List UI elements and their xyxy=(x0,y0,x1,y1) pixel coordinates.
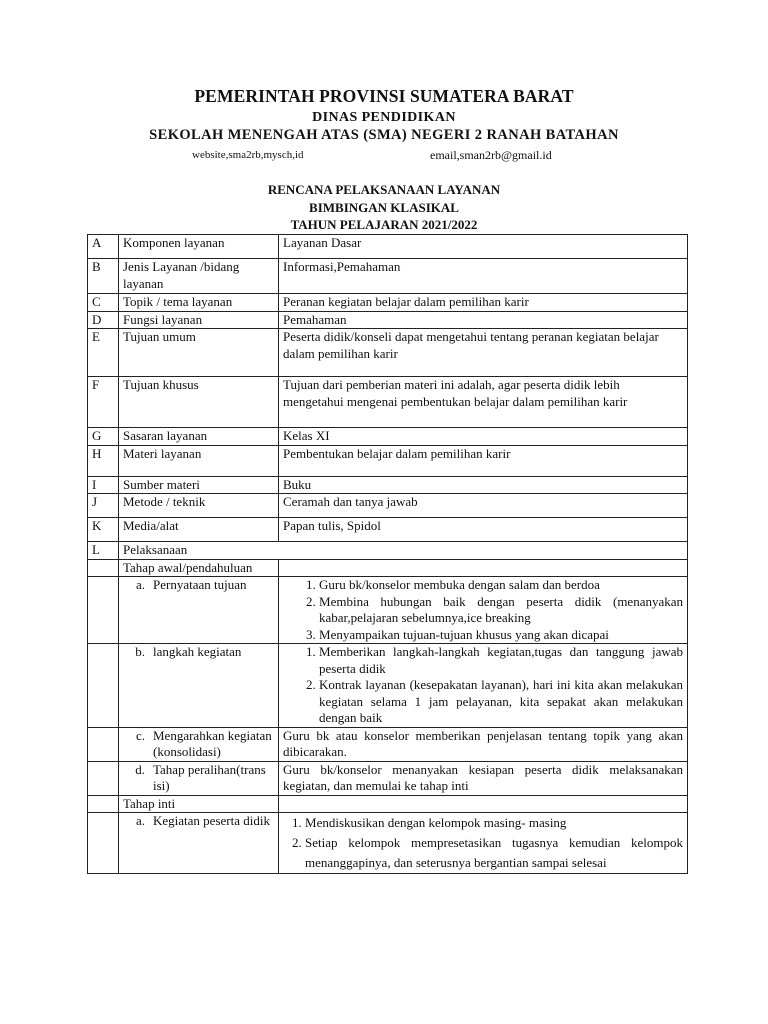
table-row xyxy=(88,377,688,428)
list-item: 2. Kontrak layanan (kesepakatan layanan), hari ini kita akan melakukan kegiatan selama 1 jam pelayanan, kita sepakat akan melakukan dengan baik xyxy=(319,677,683,727)
plan-table xyxy=(87,234,688,874)
step-content xyxy=(279,813,688,874)
table-row xyxy=(88,476,688,494)
letterhead-government: PEMERINTAH PROVINSI SUMATERA BARAT xyxy=(194,86,574,106)
row-code: L xyxy=(88,542,119,560)
row-value: Kelas XI xyxy=(279,428,688,446)
step-label xyxy=(119,813,279,874)
row-value: Papan tulis, Spidol xyxy=(279,518,688,542)
row-code: E xyxy=(88,329,119,377)
row-label: Sasaran layanan xyxy=(119,428,279,446)
table-row xyxy=(88,428,688,446)
row-label: Jenis Layanan /bidang layanan xyxy=(119,259,279,294)
letterhead-school: SEKOLAH MENENGAH ATAS (SMA) NEGERI 2 RANAH BATAHAN xyxy=(149,127,619,143)
step-letter: d. xyxy=(135,761,145,777)
step-letter: a. xyxy=(135,577,145,592)
stage-row xyxy=(88,559,688,577)
row-code: C xyxy=(88,294,119,312)
list-item: 3. Menyampaikan tujuan-tujuan khusus yang akan dicapai xyxy=(319,627,683,644)
row-code: I xyxy=(88,476,119,494)
row-label: Tujuan umum xyxy=(119,329,279,377)
numbered-list xyxy=(283,644,683,727)
row-label: Metode / teknik xyxy=(119,494,279,518)
step-title: Tahap peralihan(trans isi) xyxy=(153,761,266,793)
step-row xyxy=(88,813,688,874)
row-code: H xyxy=(88,445,119,476)
row-code: F xyxy=(88,377,119,428)
list-item: 1. Guru bk/konselor membuka dengan salam dan berdoa xyxy=(319,577,683,594)
step-row xyxy=(88,761,688,795)
table-row xyxy=(88,494,688,518)
row-value: Ceramah dan tanya jawab xyxy=(279,494,688,518)
step-content: Guru bk/konselor menanyakan kesiapan peserta didik melaksanakan kegiatan, dan memulai ke tahap inti xyxy=(279,761,688,795)
row-value: Tujuan dari pemberian materi ini adalah, agar peserta didik lebih mengetahui mengenai pembentukan belajar dalam pemilihan karir xyxy=(279,377,688,428)
numbered-list xyxy=(283,813,683,873)
document-title: RENCANA PELAKSANAAN LAYANAN xyxy=(267,182,501,197)
step-title: Kegiatan peserta didik xyxy=(153,813,270,828)
row-code: G xyxy=(88,428,119,446)
row-code: J xyxy=(88,494,119,518)
row-value: Pembentukan belajar dalam pemilihan karir xyxy=(279,445,688,476)
table-row xyxy=(88,329,688,377)
row-label: Media/alat xyxy=(119,518,279,542)
row-code: B xyxy=(88,259,119,294)
step-label xyxy=(119,761,279,795)
step-row xyxy=(88,727,688,761)
row-label: Topik / tema layanan xyxy=(119,294,279,312)
row-label: Materi layanan xyxy=(119,445,279,476)
step-content xyxy=(279,577,688,644)
step-row xyxy=(88,577,688,644)
step-letter: a. xyxy=(135,813,145,828)
list-item: 2. Membina hubungan baik dengan peserta didik (menanyakan kabar,pelajaran sebelumnya,ice breaking xyxy=(319,594,683,627)
table-row xyxy=(88,445,688,476)
row-label: Komponen layanan xyxy=(119,235,279,259)
step-letter: c. xyxy=(135,727,145,743)
row-label: Tujuan khusus xyxy=(119,377,279,428)
table-row xyxy=(88,294,688,312)
row-label: Pelaksanaan xyxy=(119,542,688,560)
row-code: K xyxy=(88,518,119,542)
stage-core-label: Tahap inti xyxy=(119,795,279,813)
row-value: Peranan kegiatan belajar dalam pemilihan karir xyxy=(279,294,688,312)
step-title: Pernyataan tujuan xyxy=(153,577,247,592)
letterhead-email: email,sman2rb@gmail.id xyxy=(430,148,552,162)
document-subtitle: BIMBINGAN KLASIKAL xyxy=(309,200,459,215)
row-value: Layanan Dasar xyxy=(279,235,688,259)
row-label: Sumber materi xyxy=(119,476,279,494)
step-content: Guru bk atau konselor memberikan penjelasan tentang topik yang akan dibicarakan. xyxy=(279,727,688,761)
row-code: D xyxy=(88,311,119,329)
stage-opening-label: Tahap awal/pendahuluan xyxy=(119,559,279,577)
table-row xyxy=(88,542,688,560)
numbered-list xyxy=(283,577,683,643)
letterhead-website: website,sma2rb,mysch,id xyxy=(192,149,304,161)
step-title: langkah kegiatan xyxy=(153,644,242,659)
table-row xyxy=(88,311,688,329)
table-row xyxy=(88,235,688,259)
row-label: Fungsi layanan xyxy=(119,311,279,329)
stage-row xyxy=(88,795,688,813)
academic-year: TAHUN PELAJARAN 2021/2022 xyxy=(290,217,478,232)
row-value: Pemahaman xyxy=(279,311,688,329)
step-label xyxy=(119,644,279,728)
list-item: 1. Memberikan langkah-langkah kegiatan,tugas dan tanggung jawab peserta didik xyxy=(319,644,683,677)
list-item: 1. Mendiskusikan dengan kelompok masing- masing xyxy=(305,813,683,833)
row-value: Buku xyxy=(279,476,688,494)
row-code: A xyxy=(88,235,119,259)
step-label xyxy=(119,727,279,761)
list-item: 2. Setiap kelompok mempresetasikan tugasnya kemudian kelompok menanggapinya, dan seterusnya bergantian sampai selesai xyxy=(305,833,683,873)
step-label xyxy=(119,577,279,644)
step-title: Mengarahkan kegiatan (konsolidasi) xyxy=(153,727,272,759)
step-content xyxy=(279,644,688,728)
table-row xyxy=(88,259,688,294)
row-value: Informasi,Pemahaman xyxy=(279,259,688,294)
step-row xyxy=(88,644,688,728)
step-letter: b. xyxy=(135,644,145,659)
table-row xyxy=(88,518,688,542)
letterhead-department: DINAS PENDIDIKAN xyxy=(312,110,456,125)
row-value: Peserta didik/konseli dapat mengetahui tentang peranan kegiatan belajar dalam pemilihan karir xyxy=(279,329,688,377)
